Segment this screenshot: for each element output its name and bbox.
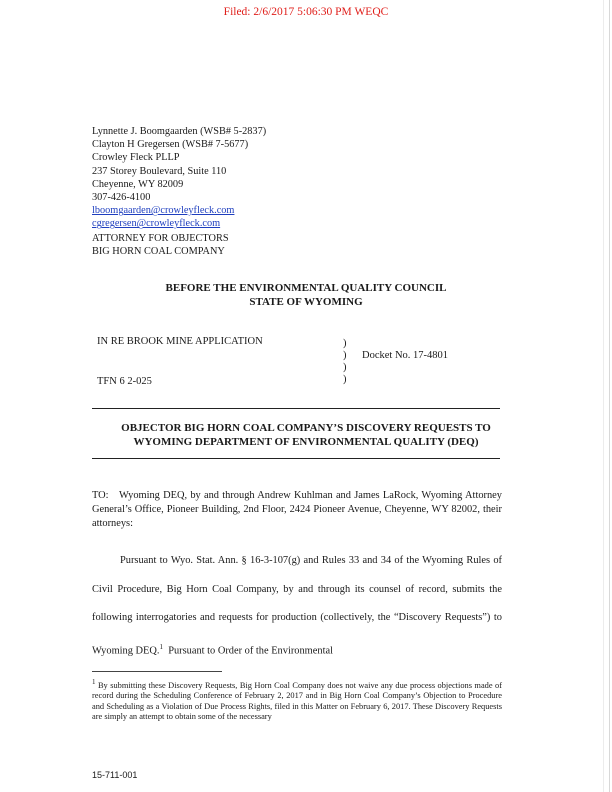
footnote-ref[interactable]: 1 xyxy=(159,642,163,651)
caption-paren: ) xyxy=(343,362,347,373)
page-edge-line-inner xyxy=(603,0,604,792)
counsel-line: Lynnette J. Boomgaarden (WSB# 5-2837) xyxy=(92,126,267,137)
attorneys-for-line: ATTORNEY FOR OBJECTORS xyxy=(92,233,229,244)
to-paragraph: TO: Wyoming DEQ, by and through Andrew Kuhlman and James LaRock, Wyoming Attorney General’s Office, Pioneer Building, 2nd Floor, 2424 Pioneer Avenue, Cheyenne, WY 82002, their attorneys: xyxy=(92,490,502,529)
caption-paren: ) xyxy=(343,350,347,361)
footnote-text: By submitting these Discovery Requests, Big Horn Coal Company does not waive any due process objections made of record during the Scheduling Conference of February 2, 2017 and in Big Horn Coal Company’s Objection to Procedure and Scheduling as a Violation of Due Process Rights, filed in this Matter on February 6, 2017. These Discovery Requests are simply an attempt to obtain some of the necessary xyxy=(92,680,503,722)
counsel-line: Clayton H Gregersen (WSB# 7-5677) xyxy=(92,139,249,151)
footnote xyxy=(92,677,502,722)
body-text: Pursuant to Wyo. Stat. Ann. § 16-3-107(g) and Rules 33 and 34 of the Wyoming Rules of Civil Procedure, Big Horn Coal Company, by and through its counsel of record, submits the following interrogatories and requests for production (collectively, the “Discovery Requests”) to Wyoming DEQ. xyxy=(92,555,502,656)
document-title xyxy=(0,422,612,449)
email-link-boomgaarden[interactable]: lboomgaarden@crowleyfleck.com xyxy=(92,205,235,217)
body-paragraph xyxy=(92,547,502,665)
filed-stamp: Filed: 2/6/2017 5:06:30 PM WEQC xyxy=(223,6,389,18)
court-heading xyxy=(0,282,612,309)
counsel-line: Cheyenne, WY 82009 xyxy=(92,178,184,190)
title-rule-top xyxy=(92,408,500,409)
document-title-line: WYOMING DEPARTMENT OF ENVIRONMENTAL QUALITY (DEQ) xyxy=(133,435,479,448)
body-continuation: Pursuant to Order of the Environmental xyxy=(168,644,333,656)
attorneys-for-line: BIG HORN COAL COMPANY xyxy=(92,245,225,257)
footnote-rule xyxy=(92,671,222,672)
caption-tfn: TFN 6 2-025 xyxy=(97,376,152,387)
caption-paren: ) xyxy=(343,338,347,349)
document-id: 15-711-001 xyxy=(92,770,138,780)
title-rule-bottom xyxy=(92,458,500,459)
counsel-block xyxy=(92,125,266,231)
attorneys-for-block xyxy=(92,233,229,258)
page-edge-line xyxy=(609,0,610,792)
counsel-line: 237 Storey Boulevard, Suite 110 xyxy=(92,165,227,177)
caption-matter: IN RE BROOK MINE APPLICATION xyxy=(97,336,263,347)
footnote-marker: 1 xyxy=(92,678,96,686)
counsel-line: 307-426-4100 xyxy=(92,192,151,204)
docket-number: Docket No. 17-4801 xyxy=(362,350,449,361)
caption-paren: ) xyxy=(343,374,347,385)
court-state: STATE OF WYOMING xyxy=(249,295,363,308)
counsel-line: Crowley Fleck PLLP xyxy=(92,152,180,164)
document-title-line: OBJECTOR BIG HORN COAL COMPANY’S DISCOVERY REQUESTS TO xyxy=(121,422,491,434)
court-name: BEFORE THE ENVIRONMENTAL QUALITY COUNCIL xyxy=(165,282,447,294)
email-link-gregersen[interactable]: cgregersen@crowleyfleck.com xyxy=(92,218,221,230)
